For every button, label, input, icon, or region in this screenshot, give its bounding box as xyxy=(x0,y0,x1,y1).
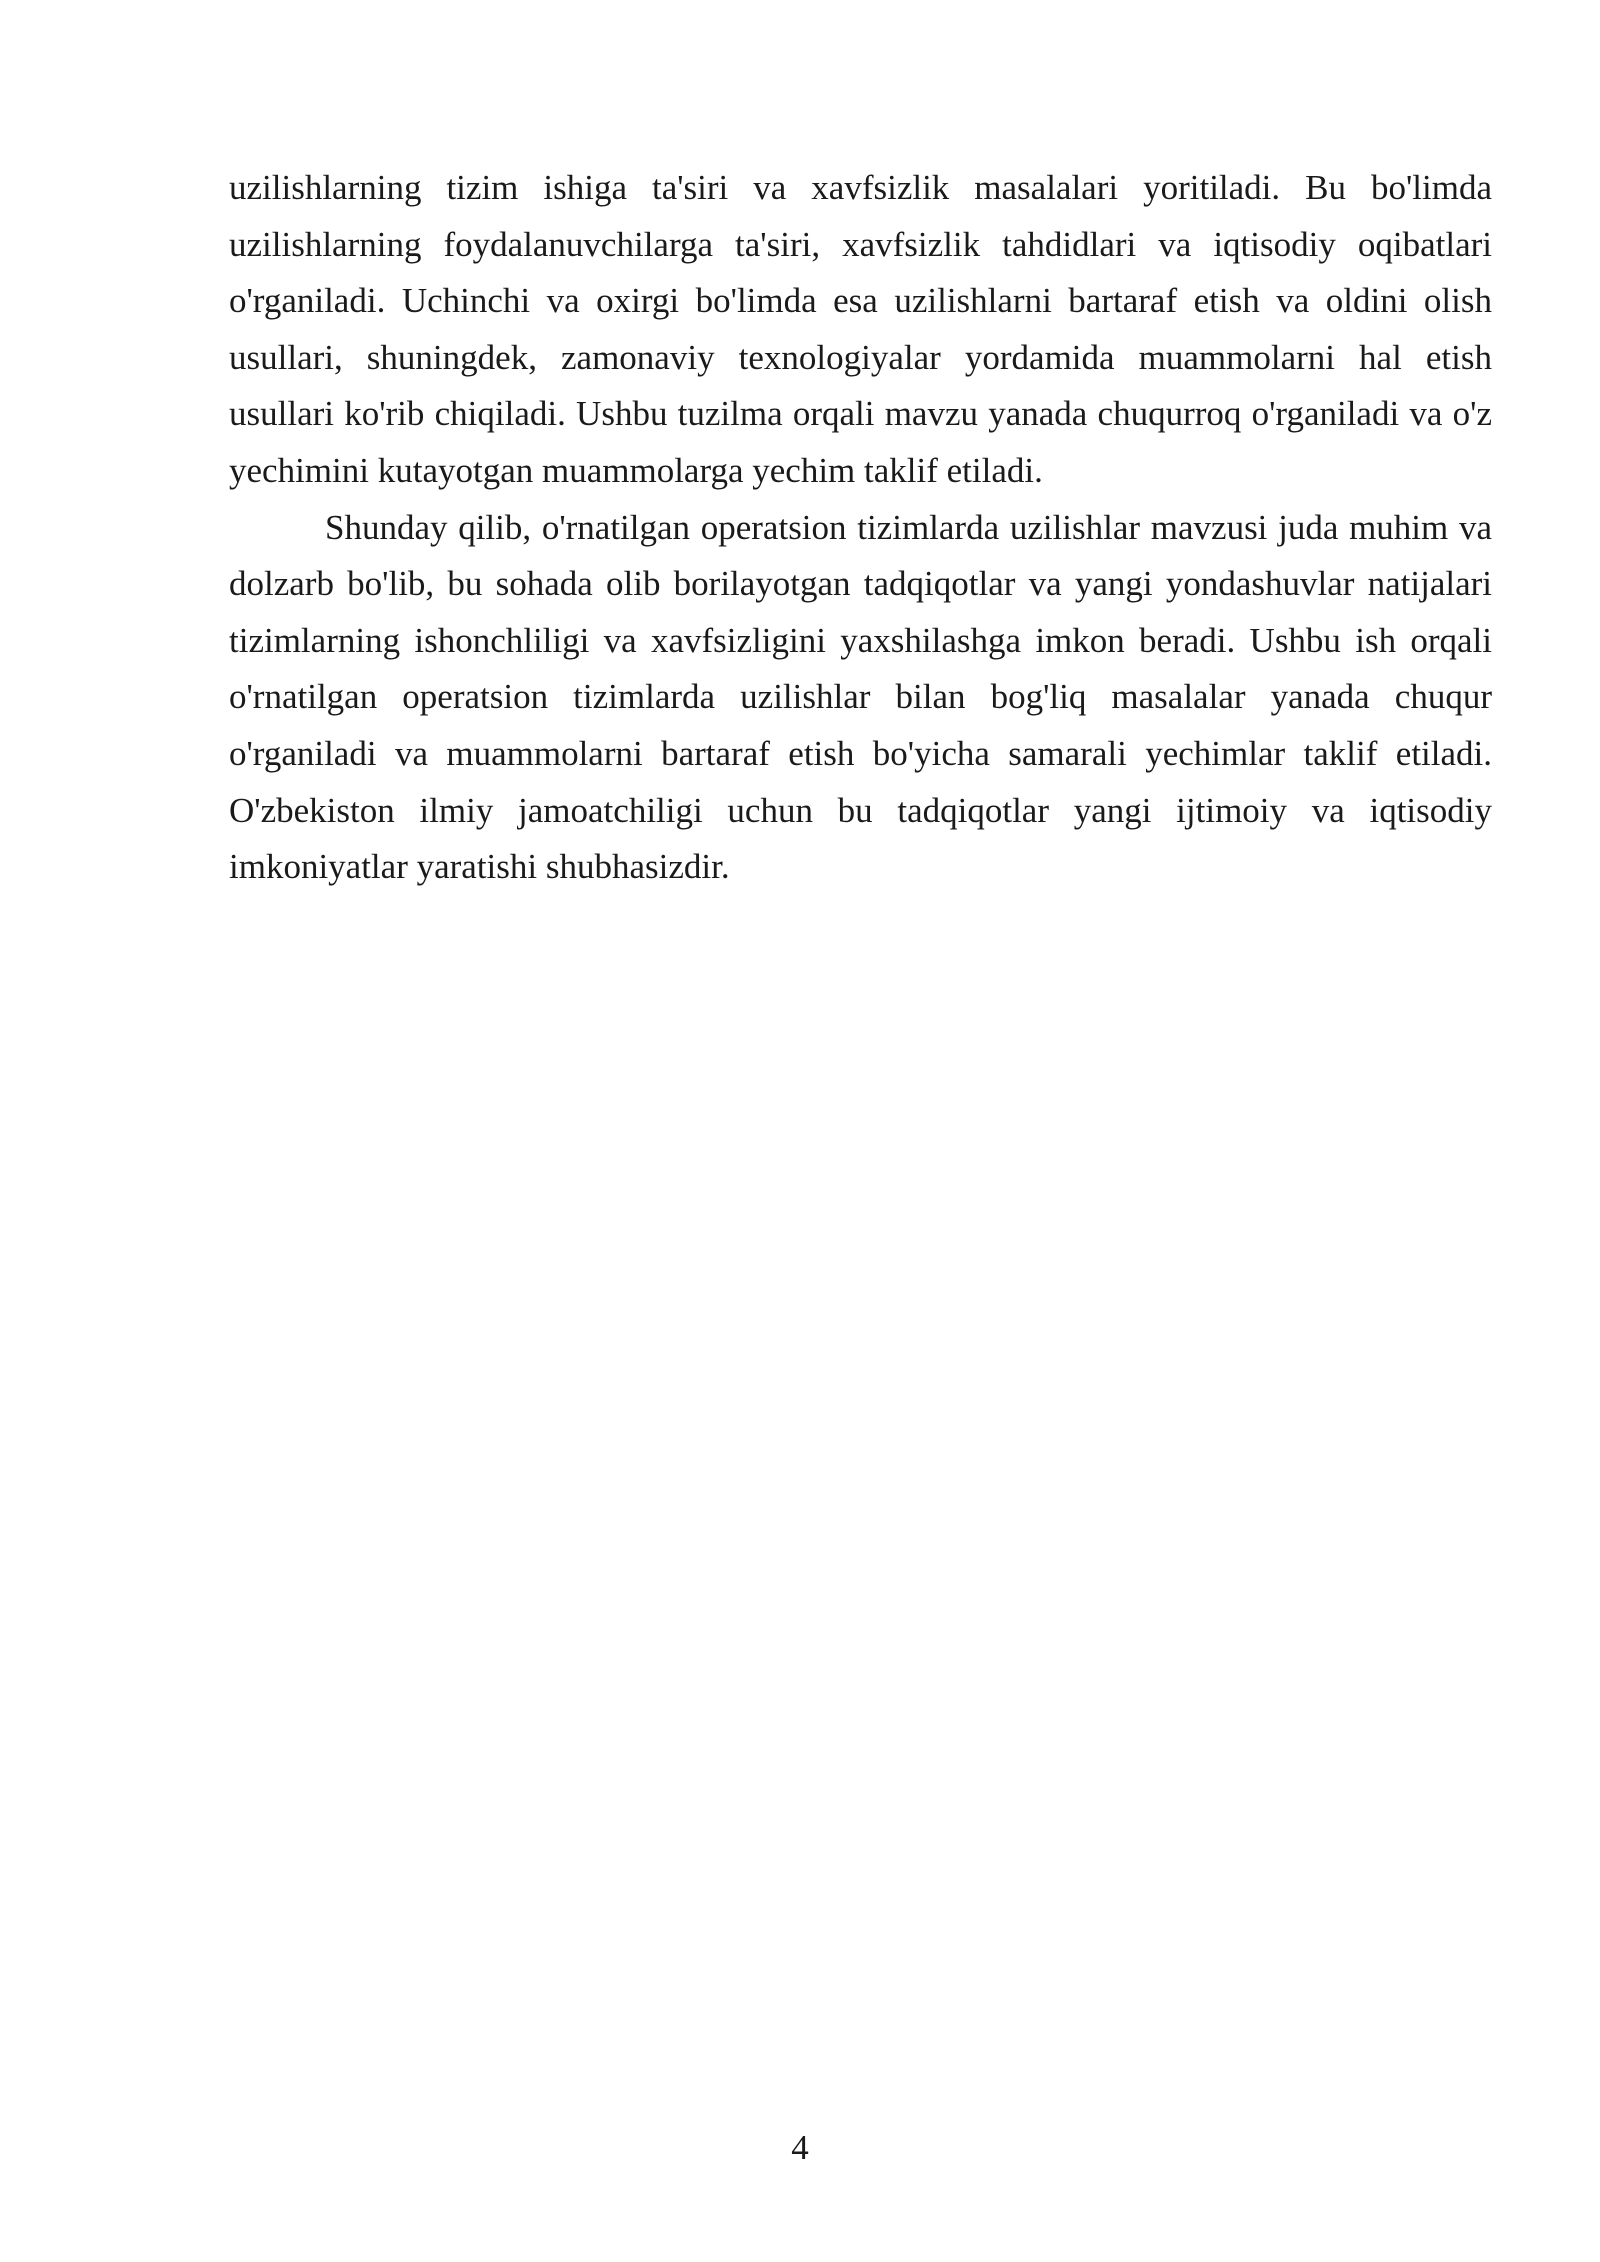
paragraph-conclusion: Shunday qilib, o'rnatilgan operatsion tizimlarda uzilishlar mavzusi juda muhim va dolzarb bo'lib, bu sohada olib borilayotgan tadqiqotlar va yangi yondashuvlar natijalari tizimlarning ishonchliligi va xavfsizligini yaxshilashga imkon beradi. Ushbu ish orqali o'rnatilgan operatsion tizimlarda uzilishlar bilan bog'liq masalalar yanada chuqur o'rganiladi va muammolarni bartaraf etish bo'yicha samarali yechimlar taklif etiladi. O'zbekiston ilmiy jamoatchiligi uchun bu tadqiqotlar yangi ijtimoiy va iqtisodiy imkoniyatlar yaratishi shubhasizdir. xyxy=(229,507,1492,887)
paragraph-continuation: uzilishlarning tizim ishiga ta'siri va xavfsizlik masalalari yoritiladi. Bu bo'limda uzilishlarning foydalanuvchilarga ta'siri, xavfsizlik tahdidlari va iqtisodiy oqibatlari o'rganiladi. Uchinchi va oxirgi bo'limda esa uzilishlarni bartaraf etish va oldini olish usullari, shuningdek, zamonaviy texnologiyalar yordamida muammolarni hal etish usullari ko'rib chiqiladi. Ushbu tuzilma orqali mavzu yanada chuqurroq o'rganiladi va o'z yechimini kutayotgan muammolarga yechim taklif etiladi. xyxy=(229,168,1492,490)
page-number: 4 xyxy=(791,2128,809,2167)
body-text xyxy=(229,160,1492,896)
